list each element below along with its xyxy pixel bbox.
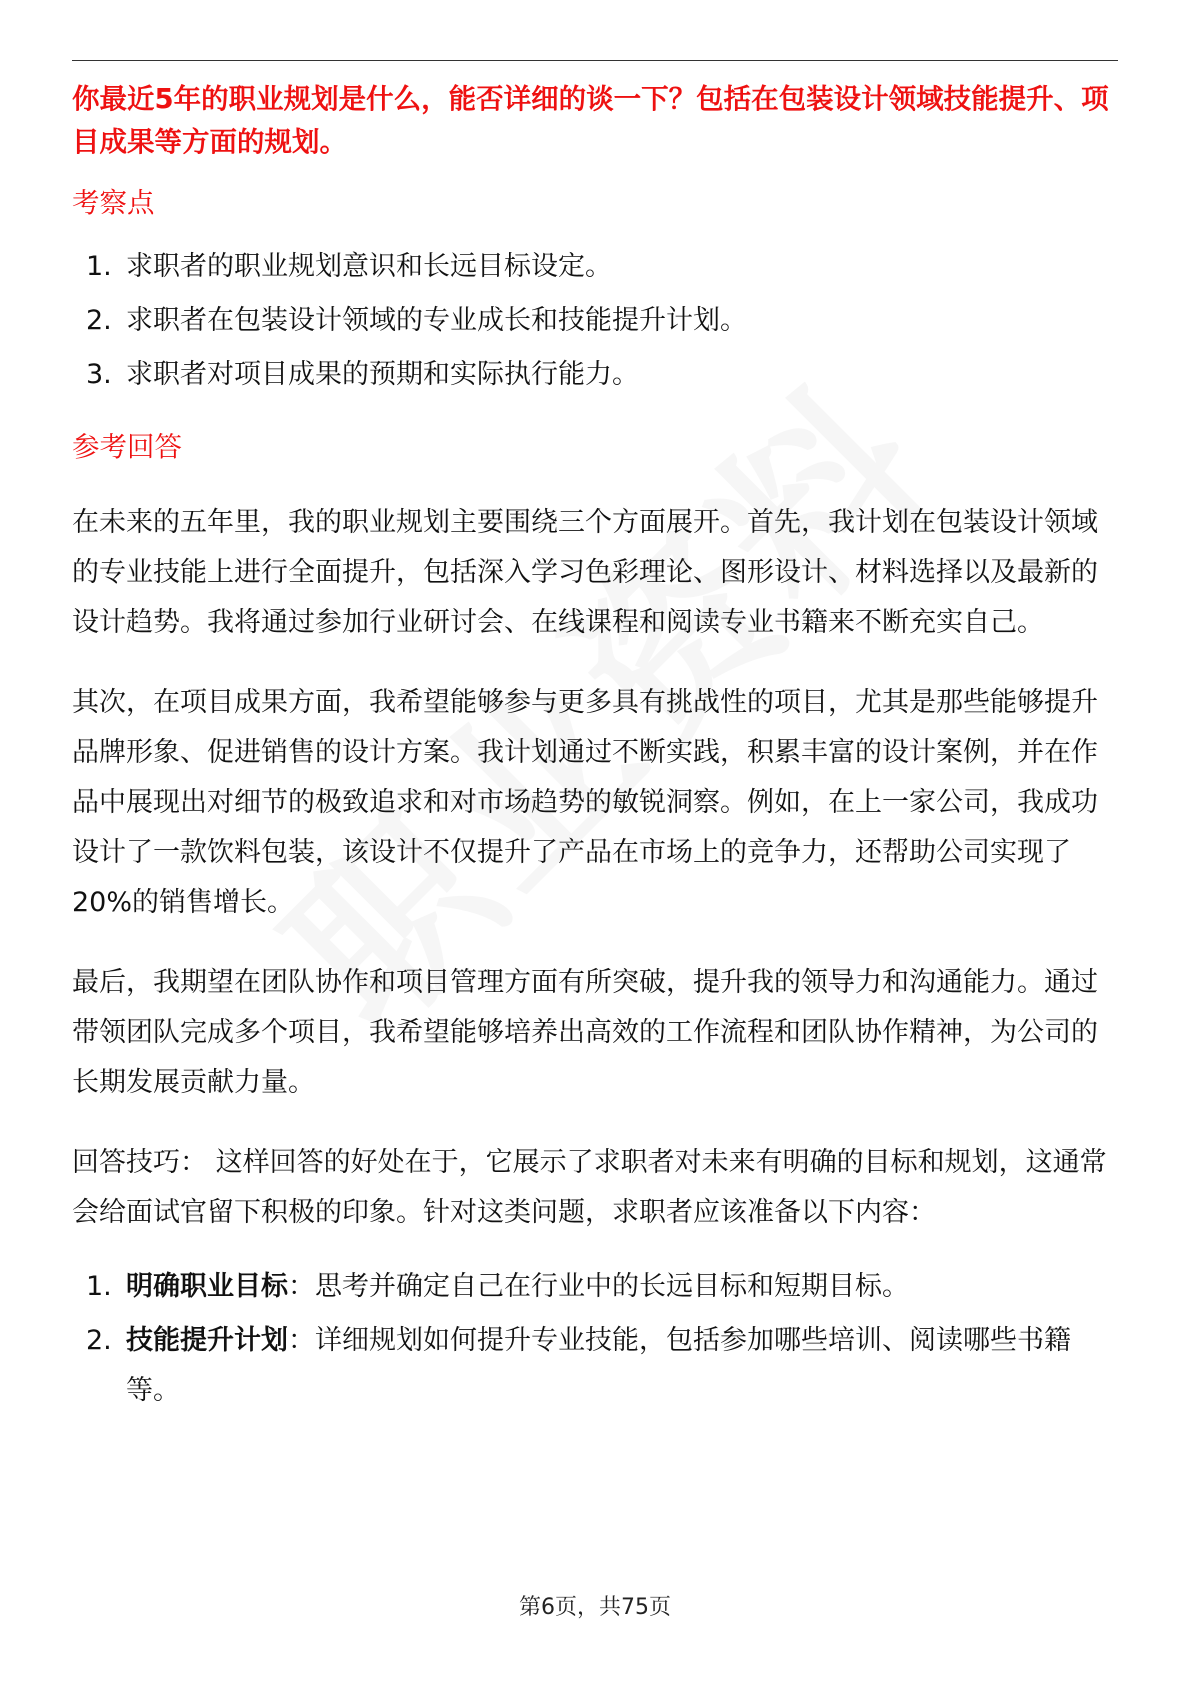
list-item-text — [126, 1316, 1120, 1416]
list-item-description: ：详细规划如何提升专业技能，包括参加哪些培训、阅读哪些书籍等。 — [126, 1325, 1071, 1406]
list-item-term: 明确职业目标 — [126, 1271, 288, 1302]
list-item-term: 技能提升计划 — [126, 1325, 288, 1356]
tips-paragraph: 回答技巧： 这样回答的好处在于，它展示了求职者对未来有明确的目标和规划，这通常会给面试官留下积极的印象。针对这类问题，求职者应该准备以下内容： — [72, 1147, 1107, 1228]
list-item — [72, 1316, 1120, 1416]
focus-list — [72, 242, 1120, 400]
list-item — [72, 296, 1120, 346]
answer-section-title: 参考回答 — [72, 431, 182, 463]
list-item-text: 求职者的职业规划意识和长远目标设定。 — [126, 251, 612, 282]
answer-paragraph: 最后，我期望在团队协作和项目管理方面有所突破，提升我的领导力和沟通能力。通过带领团队完成多个项目，我希望能够培养出高效的工作流程和团队协作精神，为公司的长期发展贡献力量。 — [72, 967, 1098, 1098]
list-item — [72, 350, 1120, 400]
list-item-text: 求职者在包装设计领域的专业成长和技能提升计划。 — [126, 305, 747, 336]
question-heading: 你最近5年的职业规划是什么，能否详细的谈一下？包括在包装设计领域技能提升、项目成果等方面的规划。 — [72, 83, 1109, 158]
list-item-number: 2. — [86, 305, 112, 336]
list-item-number: 1. — [86, 1271, 112, 1302]
list-item-number: 2. — [86, 1325, 112, 1356]
list-item-number: 3. — [86, 359, 112, 390]
answer-paragraph: 在未来的五年里，我的职业规划主要围绕三个方面展开。首先，我计划在包装设计领域的专业技能上进行全面提升，包括深入学习色彩理论、图形设计、材料选择以及最新的设计趋势。我将通过参加行业研讨会、在线课程和阅读专业书籍来不断充实自己。 — [72, 507, 1098, 638]
list-item-number: 1. — [86, 251, 112, 282]
answer-paragraph: 其次，在项目成果方面，我希望能够参与更多具有挑战性的项目，尤其是那些能够提升品牌形象、促进销售的设计方案。我计划通过不断实践，积累丰富的设计案例，并在作品中展现出对细节的极致追求和对市场趋势的敏锐洞察。例如，在上一家公司，我成功设计了一款饮料包装，该设计不仅提升了产品在市场上的竞争力，还帮助公司实现了20%的销售增长。 — [72, 687, 1098, 918]
page-number-footer: 第6页，共75页 — [519, 1595, 671, 1620]
focus-section-title: 考察点 — [72, 187, 155, 219]
list-item-description: ：思考并确定自己在行业中的长远目标和短期目标。 — [288, 1271, 909, 1302]
list-item-text — [126, 1262, 1120, 1312]
list-item-text: 求职者对项目成果的预期和实际执行能力。 — [126, 359, 639, 390]
page-content — [72, 78, 1120, 1416]
top-divider — [72, 60, 1118, 61]
list-item — [72, 1262, 1120, 1312]
tips-list — [72, 1262, 1120, 1416]
list-item — [72, 242, 1120, 292]
